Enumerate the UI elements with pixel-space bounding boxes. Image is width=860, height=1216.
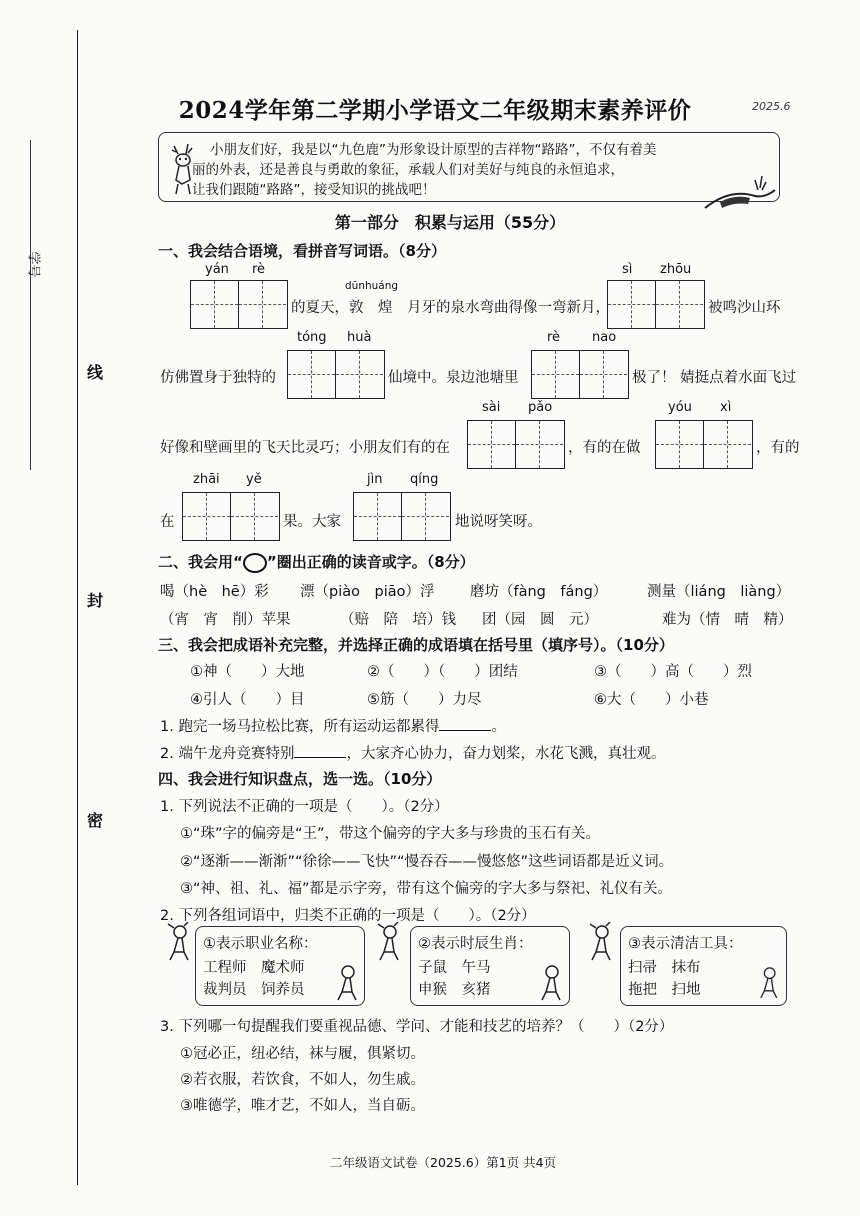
margin-label-mi: 密	[86, 811, 103, 830]
q1-text: 仙境中。泉边池塘里	[388, 370, 519, 386]
q2-heading: 二、我会用“ ”圈出正确的读音或字。（8分）	[158, 553, 475, 571]
deer-small-icon	[582, 922, 616, 962]
q2-item: 难为（情 晴 精）	[662, 612, 793, 628]
box-title: ①表示职业名称：	[203, 936, 318, 952]
q3-heading: 三、我会把成语补充完整，并选择正确的成语填在括号里（填序号）。（10分）	[158, 636, 674, 654]
side-line	[30, 140, 31, 470]
q4-item-2: 2. 下列各组词语中，归类不正确的一项是（ ）。（2分）	[160, 908, 536, 924]
pinyin: sì	[622, 262, 633, 277]
answer-blank[interactable]	[294, 757, 346, 758]
q1-heading: 一、我会结合语境，看拼音写词语。（8分）	[158, 242, 446, 260]
q2-item: 团（园 圆 元）	[482, 612, 598, 628]
q4-option: ②“逐渐——渐渐”“徐徐——飞快”“慢吞吞——慢悠悠”这些词语都是近义词。	[180, 854, 674, 870]
margin-label-xian: 线	[86, 363, 103, 382]
q2-item: 测量（liáng liàng）	[647, 584, 791, 600]
q1-text: 被鸣沙山环	[708, 300, 781, 316]
q2-item: 磨坊（fàng fáng）	[470, 584, 608, 600]
box-words: 申猴 亥猪	[418, 982, 491, 998]
box-title: ③表示清洁工具：	[628, 936, 743, 952]
pinyin: pǎo	[528, 400, 553, 415]
idiom-item: ③（ ）高（ ）烈	[594, 664, 752, 680]
deer-small-icon	[752, 962, 782, 1002]
page-footer: 二年级语文试卷（2025.6）第1页 共4页	[330, 1155, 557, 1170]
q4-option: ①冠必正，纽必结，袜与履，俱紧切。	[180, 1046, 425, 1062]
q1-text: 地说呀笑呀。	[455, 514, 542, 530]
page-title: 2024学年第二学期小学语文二年级期末素养评价	[178, 97, 692, 124]
idiom-item: ④引人（ ）目	[190, 692, 305, 708]
pinyin: yě	[246, 472, 262, 487]
idiom-item: ②（ ）（ ）团结	[367, 664, 518, 680]
student-number-label: 学号	[25, 251, 41, 278]
answer-grid[interactable]	[467, 420, 565, 469]
deer-decoration-icon	[700, 168, 780, 218]
idiom-item: ⑥大（ ）小巷	[594, 692, 709, 708]
answer-grid[interactable]	[353, 492, 451, 541]
q1-text: 果。大家	[283, 514, 341, 530]
box-title: ②表示时辰生肖：	[418, 936, 533, 952]
answer-grid[interactable]	[287, 350, 385, 399]
q4-option: ②若衣服，若饮食，不如人，勿生戚。	[180, 1072, 425, 1088]
q4-option: ③唯德学，唯才艺，不如人，当自砺。	[180, 1098, 425, 1114]
pinyin: jìn	[367, 472, 383, 487]
q2-item: 漂（piào piāo）浮	[300, 584, 435, 600]
intro-text: 小朋友们好，我是以“九色鹿”为形象设计原型的吉祥物“路路”，不仅有着美 丽的外表，还是善良与勇敢的象征，承载人们对美好与纯良的永恒追求， 让我们跟随“路路”，接受知识的挑战吧！	[192, 142, 657, 198]
q1-text: 在	[160, 514, 175, 530]
box-words: 扫帚 抹布	[628, 960, 701, 976]
pinyin: rè	[547, 330, 561, 345]
margin-label-feng: 封	[86, 591, 103, 610]
pinyin: zhōu	[660, 262, 692, 277]
q3-sentence-1: 1. 跑完一场马拉松比赛，所有运动运都累得 。	[160, 719, 506, 735]
answer-grid[interactable]	[607, 280, 705, 329]
pinyin: huà	[347, 330, 372, 345]
q4-option: ①“珠”字的偏旁是“王”，带这个偏旁的字大多与珍贵的玉石有关。	[180, 826, 601, 842]
circle-symbol-icon	[243, 553, 267, 573]
deer-small-icon	[160, 922, 194, 962]
answer-grid[interactable]	[655, 420, 753, 469]
idiom-item: ①神（ ）大地	[190, 664, 305, 680]
pinyin: nao	[592, 330, 617, 345]
pinyin: zhāi	[193, 472, 220, 487]
q1-text: 的夏天，敦 煌 月牙的泉水弯曲得像一弯新月，	[291, 300, 610, 316]
q1-text: 好像和壁画里的飞天比灵巧；小朋友们有的在	[160, 440, 450, 456]
answer-grid[interactable]	[190, 280, 288, 329]
q1-text: ，有的	[756, 440, 800, 456]
pinyin: qíng	[410, 472, 439, 487]
box-words: 拖把 扫地	[628, 982, 701, 998]
pinyin: yóu	[668, 400, 692, 415]
deer-small-icon	[328, 962, 362, 1002]
binding-line	[77, 30, 78, 1185]
q3-sentence-2: 2. 端午龙舟竞赛特别 ，大家齐心协力，奋力划桨，水花飞溅，真壮观。	[160, 746, 666, 762]
pinyin: xì	[720, 400, 732, 415]
q1-text: ，有的在做	[568, 440, 641, 456]
pinyin: yán	[205, 262, 229, 277]
q4-item-3: 3. 下列哪一句提醒我们要重视品德、学问、才能和技艺的培养？（ ）（2分）	[160, 1019, 674, 1035]
q2-item: （赔 陪 培）钱	[340, 612, 456, 628]
q2-item: 喝（hè hē）彩	[160, 584, 269, 600]
q1-text: 仿佛置身于独特的	[160, 370, 276, 386]
pinyin: dūnhuáng	[345, 280, 399, 292]
deer-small-icon	[532, 962, 566, 1002]
deer-small-icon	[370, 922, 404, 962]
answer-blank[interactable]	[439, 730, 491, 731]
q4-heading: 四、我会进行知识盘点，选一选。（10分）	[158, 770, 442, 788]
pinyin: sài	[482, 400, 501, 415]
title-scrawl: 2025.6	[752, 100, 791, 113]
answer-grid[interactable]	[531, 350, 629, 399]
q4-item-1: 1. 下列说法不正确的一项是（ ）。（2分）	[160, 799, 449, 815]
box-words: 子鼠 午马	[418, 960, 491, 976]
pinyin: rè	[252, 262, 266, 277]
q2-item: （宵 宵 削）苹果	[160, 612, 291, 628]
box-words: 裁判员 饲养员	[203, 982, 305, 998]
q1-text: 极了！ 婧挺点着水面飞过	[632, 370, 797, 386]
q4-option: ③“神、祖、礼、福”都是示字旁，带有这个偏旁的字大多与祭祀、礼仪有关。	[180, 881, 673, 897]
box-words: 工程师 魔术师	[203, 960, 305, 976]
answer-grid[interactable]	[182, 492, 280, 541]
pinyin: tóng	[297, 330, 327, 345]
idiom-item: ⑤筋（ ）力尽	[367, 692, 482, 708]
part-one-heading: 第一部分 积累与运用（55分）	[334, 213, 566, 232]
